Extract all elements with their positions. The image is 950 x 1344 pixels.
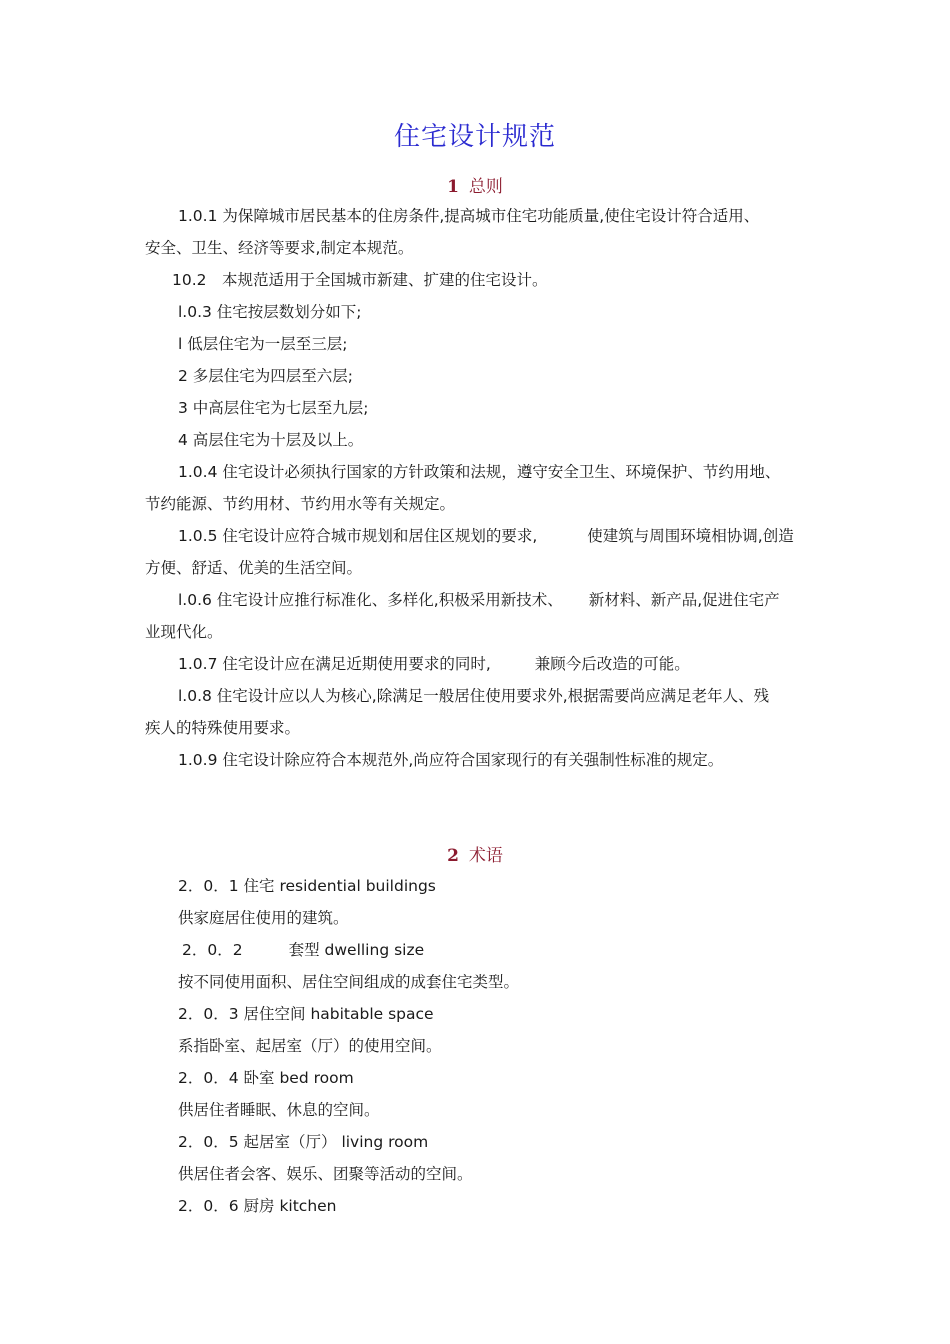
term-2-0-1-definition: 供家庭居住使用的建筑。 — [178, 909, 349, 927]
section-1-number: 1 — [447, 177, 459, 197]
clause-1-0-6-part-1: l.0.6 住宅设计应推行标准化、多样化,积极采用新技术、 — [178, 591, 563, 609]
clause-1-0-9: 1.0.9 住宅设计除应符合本规范外,尚应符合国家现行的有关强制性标准的规定。 — [178, 751, 724, 769]
clause-1-0-5-cont: 方便、舒适、优美的生活空间。 — [145, 559, 363, 577]
clause-1-0-8: l.0.8 住宅设计应以人为核心,除满足一般居住使用要求外,根据需要尚应满足老年人、残 — [178, 687, 770, 705]
clause-1-0-6-part-2: 新材料、新产品,促进住宅产 — [588, 591, 780, 609]
clause-1-0-3: l.0.3 住宅按层数划分如下; — [178, 303, 362, 321]
clause-1-0-5 — [178, 526, 794, 546]
section-1-heading — [0, 172, 950, 197]
section-2-heading — [0, 841, 950, 866]
clause-1-0-4-cont: 节约能源、节约用材、节约用水等有关规定。 — [145, 495, 456, 513]
term-2-0-2-number: 2．0．2 — [182, 941, 243, 959]
section-1-title: 总则 — [468, 177, 503, 197]
clause-1-0-6 — [178, 590, 780, 610]
term-2-0-2-definition: 按不同使用面积、居住空间组成的成套住宅类型。 — [178, 973, 520, 991]
clause-1-0-8-cont: 疾人的特殊使用要求。 — [145, 719, 301, 737]
section-2-title: 术语 — [468, 846, 503, 866]
clause-1-0-3-item-2: 2 多层住宅为四层至六层; — [178, 367, 354, 385]
clause-1-0-3-item-3: 3 中高层住宅为七层至九层; — [178, 399, 369, 417]
clause-1-0-3-item-4: 4 高层住宅为十层及以上。 — [178, 431, 364, 449]
term-2-0-2 — [182, 940, 424, 960]
clause-1-0-6-cont: 业现代化。 — [145, 623, 223, 641]
clause-1-0-1-cont: 安全、卫生、经济等要求,制定本规范。 — [145, 239, 414, 257]
clause-1-0-7 — [178, 654, 690, 674]
document-title: 住宅设计规范 — [393, 122, 556, 152]
clause-1-0-3-item-1: l 低层住宅为一层至三层; — [178, 335, 348, 353]
term-2-0-3: 2．0．3 居住空间 habitable space — [178, 1005, 434, 1023]
clause-1-0-7-part-2: 兼顾今后改造的可能。 — [534, 655, 690, 673]
term-2-0-5: 2．0．5 起居室（厅） living room — [178, 1133, 429, 1151]
term-2-0-6: 2．0．6 厨房 kitchen — [178, 1197, 337, 1215]
section-2-number: 2 — [447, 846, 459, 866]
clause-1-0-4: 1.0.4 住宅设计必须执行国家的方针政策和法规，遵守安全卫生、环境保护、节约用地、 — [178, 463, 781, 481]
clause-1-0-7-part-1: 1.0.7 住宅设计应在满足近期使用要求的同时, — [178, 655, 491, 673]
term-2-0-3-definition: 系指卧室、起居室（厅）的使用空间。 — [178, 1037, 442, 1055]
term-2-0-4: 2．0．4 卧室 bed room — [178, 1069, 354, 1087]
clause-1-0-5-part-1: 1.0.5 住宅设计应符合城市规划和居住区规划的要求, — [178, 527, 538, 545]
clause-1-0-1: 1.0.1 为保障城市居民基本的住房条件,提高城市住宅功能质量,使住宅设计符合适用、 — [178, 207, 760, 225]
term-2-0-4-definition: 供居住者睡眠、休息的空间。 — [178, 1101, 380, 1119]
term-2-0-1: 2．0．1 住宅 residential buildings — [178, 877, 436, 895]
term-2-0-5-definition: 供居住者会客、娱乐、团聚等活动的空间。 — [178, 1165, 473, 1183]
term-2-0-2-name: 套型 dwelling size — [288, 941, 425, 959]
clause-1-0-5-part-2: 使建筑与周围环境相协调,创造 — [587, 527, 794, 545]
clause-1-0-2: 10.2 本规范适用于全国城市新建、扩建的住宅设计。 — [172, 271, 548, 289]
